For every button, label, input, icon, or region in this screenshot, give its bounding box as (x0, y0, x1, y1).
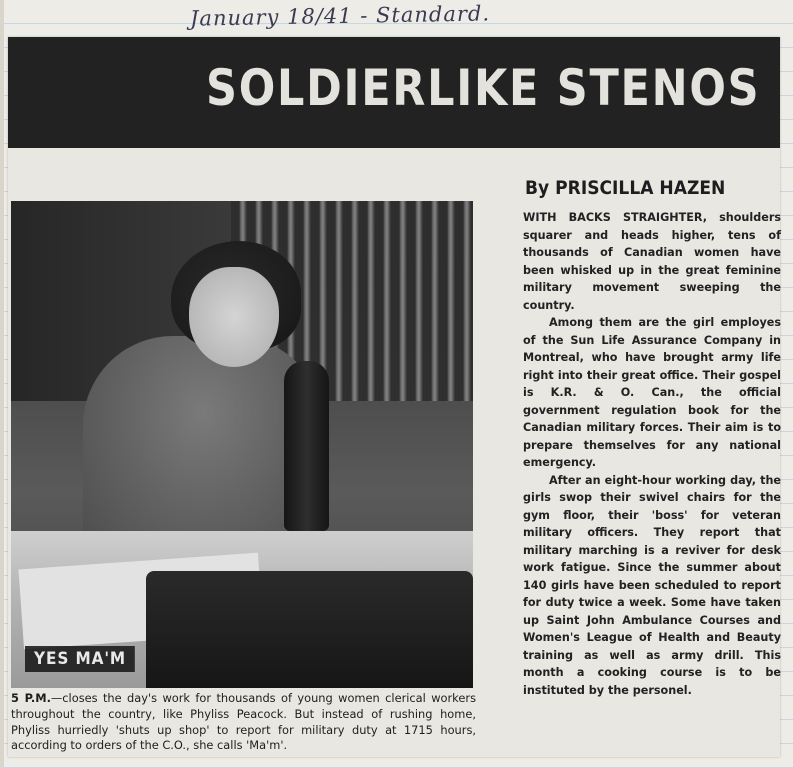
photo-caption-lead: 5 P.M. (11, 691, 51, 705)
photo-telephone (284, 361, 329, 531)
newspaper-clipping (8, 37, 780, 757)
byline: By PRISCILLA HAZEN (525, 177, 726, 199)
news-photo (11, 201, 473, 688)
article-paragraph: After an eight-hour working day, the girls swop their swivel chairs for the gym floor, their 'boss' for veteran military officers. They report that military marching is a reviver for desk work fatigue. Since the summer about 140 girls have been scheduled to report for duty twice a week. Some have taken up Saint John Ambulance Courses and Women's League of Health and Beauty training as well as army drill. This month a cooking course is to be instituted by the personel. (523, 473, 781, 697)
article-paragraph: Among them are the girl employes of the Sun Life Assurance Company in Montreal, who have brought army life right into their great office. Their gospel is K.R. & O. Can., the official government regulation book for the Canadian military forces. Their aim is to prepare themselves for any national emergency. (523, 316, 781, 469)
page-margin (0, 0, 4, 768)
photo-caption (11, 691, 476, 754)
photo-woman-face (189, 267, 279, 367)
article-paragraph: WITH BACKS STRAIGHTER, shoulders squarer and heads higher, tens of thousands of Canadian women have been whisked up in the great feminine military movement sweeping the country. (523, 211, 781, 312)
handwritten-date-note: January 18/41 - Standard. (189, 1, 491, 31)
photo-desk-box (146, 571, 473, 688)
article-body (523, 209, 781, 699)
headline-banner (8, 37, 780, 148)
headline: SOLDIERLIKE STENOS (206, 59, 761, 117)
photo-caption-text: —closes the day's work for thousands of young women clerical workers throughout the country, like Phyliss Peacock. But instead of rushing home, Phyliss hurriedly 'shuts up shop' to report for military duty at 1715 hours, according to orders of the C.O., she calls 'Ma'm'. (11, 691, 476, 753)
photo-tag: YES MA'M (25, 646, 135, 672)
